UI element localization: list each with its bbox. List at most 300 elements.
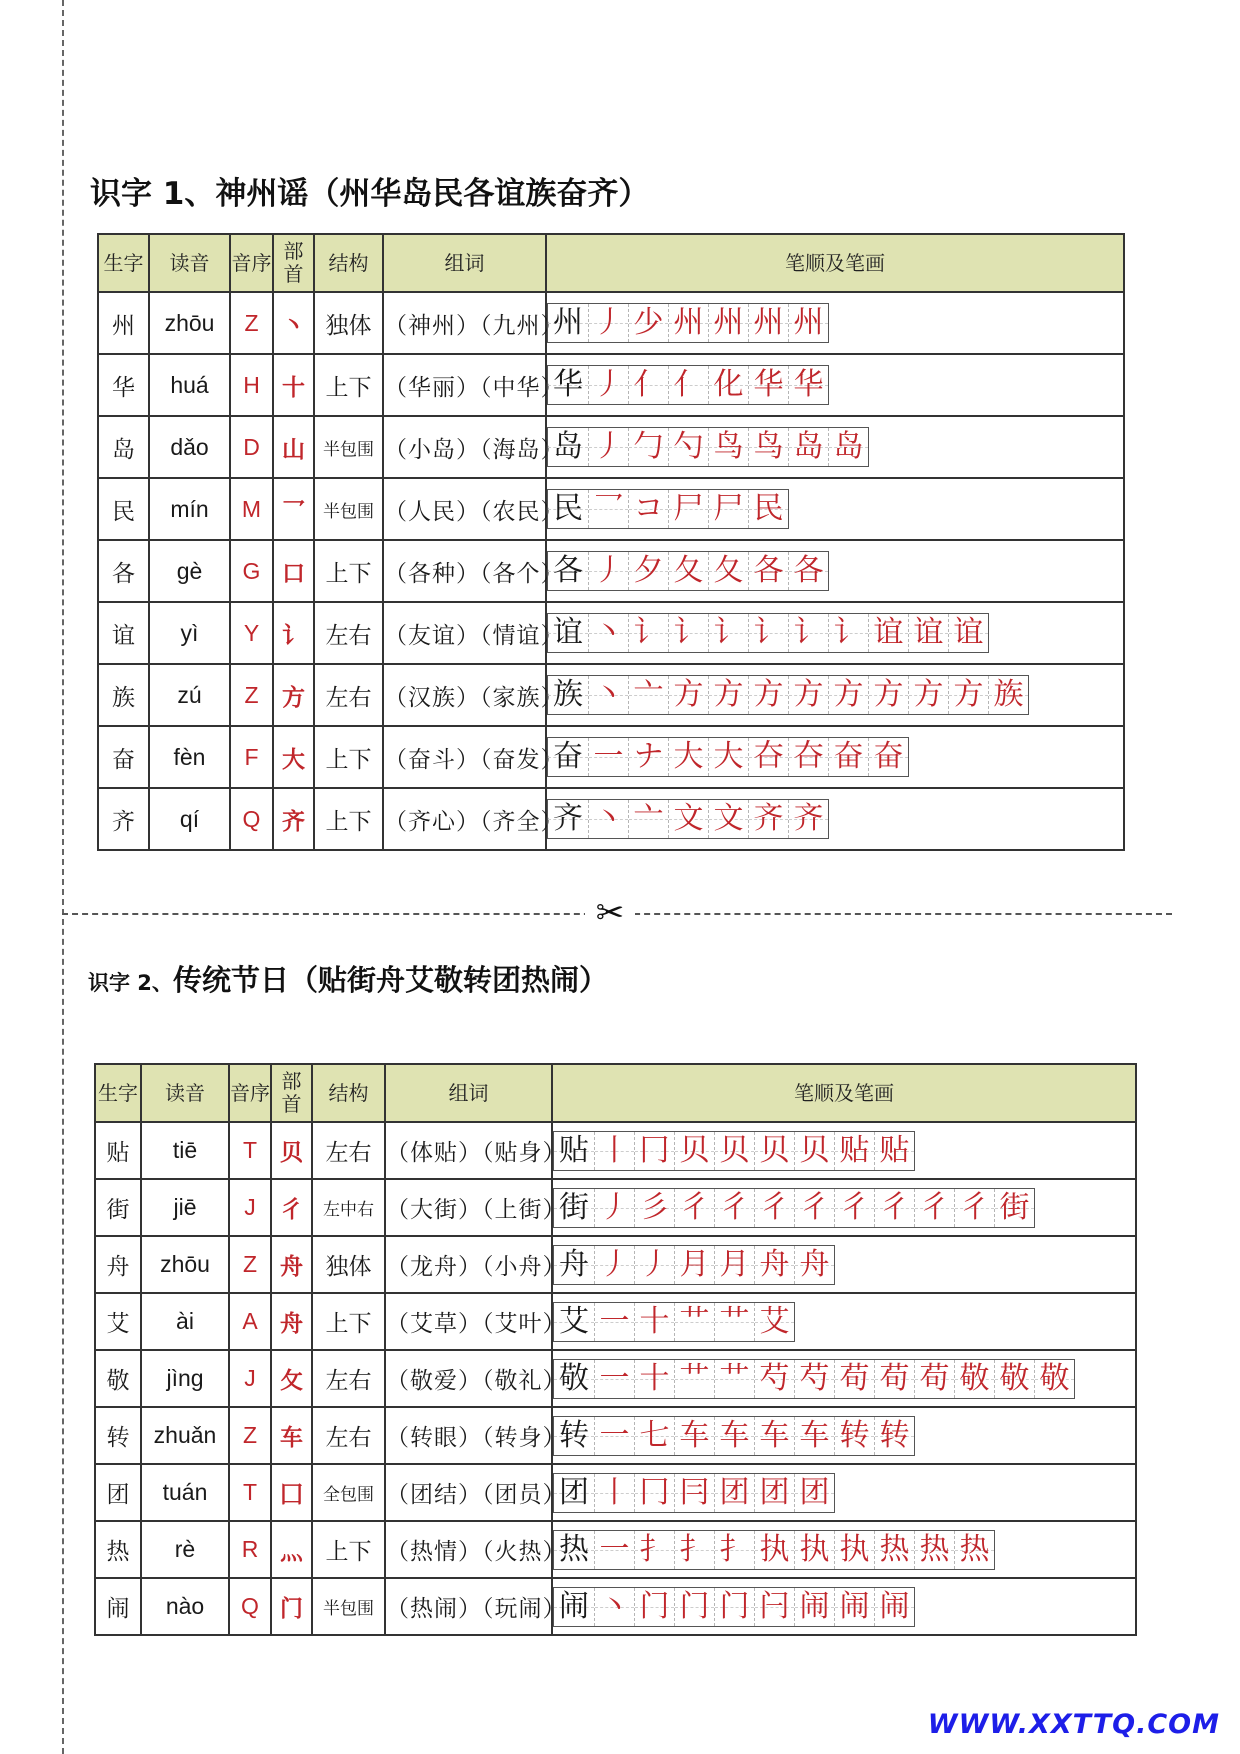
stroke-step: 彳 (674, 1189, 714, 1227)
stroke-step: 执 (834, 1531, 874, 1569)
stroke-order-cell (546, 540, 1124, 602)
scissors-icon: ✂ (585, 893, 635, 933)
stroke-step: 苟 (834, 1360, 874, 1398)
table-row (98, 292, 1124, 354)
letter-cell: Q (230, 788, 273, 850)
stroke-step: 方 (868, 676, 908, 714)
stroke-step: 丿 (588, 304, 628, 342)
stroke-grid (553, 1245, 835, 1285)
literacy-table-1 (97, 233, 1125, 851)
table-row (98, 478, 1124, 540)
char-cell: 艾 (95, 1293, 141, 1350)
letter-cell: Z (229, 1236, 271, 1293)
table-row (98, 354, 1124, 416)
stroke-step: 团 (714, 1474, 754, 1512)
pinyin-cell: zhōu (141, 1236, 229, 1293)
stroke-step: 齐 (788, 800, 828, 838)
stroke-step: 文 (668, 800, 708, 838)
stroke-step: 方 (788, 676, 828, 714)
stroke-step: 谊 (548, 614, 588, 652)
stroke-order-cell (546, 664, 1124, 726)
words-cell: （团结）（团员） (385, 1464, 552, 1521)
stroke-step: 十 (634, 1303, 674, 1341)
structure-cell: 上下 (314, 788, 383, 850)
structure-cell: 上下 (314, 540, 383, 602)
stroke-step: 团 (794, 1474, 834, 1512)
stroke-step: 彳 (754, 1189, 794, 1227)
stroke-grid (547, 737, 909, 777)
header-radical: 部首 (273, 234, 314, 292)
table-row (95, 1350, 1136, 1407)
words-cell: （热情）（火热） (385, 1521, 552, 1578)
stroke-grid (553, 1587, 915, 1627)
char-cell: 奋 (98, 726, 149, 788)
stroke-step: 州 (708, 304, 748, 342)
header-pinyin: 读音 (149, 234, 230, 292)
header-pinyin: 读音 (141, 1064, 229, 1122)
table-row (95, 1521, 1136, 1578)
stroke-step: 讠 (748, 614, 788, 652)
stroke-step: 门 (634, 1588, 674, 1626)
char-cell: 华 (98, 354, 149, 416)
stroke-step: 族 (988, 676, 1028, 714)
letter-cell: H (230, 354, 273, 416)
pinyin-cell: rè (141, 1521, 229, 1578)
radical-cell: 齐 (273, 788, 314, 850)
stroke-step: 闹 (554, 1588, 594, 1626)
table-header-row (95, 1064, 1136, 1122)
stroke-step: 各 (788, 552, 828, 590)
stroke-step: 敬 (994, 1360, 1034, 1398)
letter-cell: T (229, 1464, 271, 1521)
left-dashed-margin (62, 0, 64, 1754)
char-cell: 齐 (98, 788, 149, 850)
stroke-order-cell (546, 478, 1124, 540)
words-cell: （各种）（各个） (383, 540, 546, 602)
stroke-step: 州 (668, 304, 708, 342)
pinyin-cell: yì (149, 602, 230, 664)
stroke-step: 冂 (634, 1132, 674, 1170)
stroke-step: 丿 (594, 1246, 634, 1284)
table-header-row (98, 234, 1124, 292)
stroke-order-cell (552, 1293, 1136, 1350)
letter-cell: Y (230, 602, 273, 664)
stroke-order-cell (546, 726, 1124, 788)
pinyin-cell: jiē (141, 1179, 229, 1236)
stroke-step: 敬 (1034, 1360, 1074, 1398)
radical-cell: 十 (273, 354, 314, 416)
letter-cell: J (229, 1350, 271, 1407)
words-cell: （华丽）（中华） (383, 354, 546, 416)
stroke-step: 闹 (874, 1588, 914, 1626)
words-cell: （敬爱）（敬礼） (385, 1350, 552, 1407)
section-2-prefix: 识字 2、 (88, 971, 173, 995)
pinyin-cell: dǎo (149, 416, 230, 478)
radical-cell: 舟 (271, 1293, 312, 1350)
radical-cell: 山 (273, 416, 314, 478)
stroke-step: 鸟 (708, 428, 748, 466)
table-row (95, 1236, 1136, 1293)
stroke-order-cell (546, 788, 1124, 850)
stroke-step: 文 (708, 800, 748, 838)
char-cell: 热 (95, 1521, 141, 1578)
stroke-step: 尸 (668, 490, 708, 528)
letter-cell: Q (229, 1578, 271, 1635)
pinyin-cell: qí (149, 788, 230, 850)
stroke-step: 车 (794, 1417, 834, 1455)
char-cell: 团 (95, 1464, 141, 1521)
section-2-title (88, 958, 608, 999)
stroke-order-cell (552, 1578, 1136, 1635)
structure-cell: 左右 (314, 602, 383, 664)
words-cell: （齐心）（齐全） (383, 788, 546, 850)
site-watermark: WWW.XXTTQ.COM (927, 1709, 1220, 1740)
letter-cell: F (230, 726, 273, 788)
stroke-step: 丶 (588, 800, 628, 838)
stroke-order-cell (546, 292, 1124, 354)
words-cell: （艾草）（艾叶） (385, 1293, 552, 1350)
stroke-step: 车 (754, 1417, 794, 1455)
letter-cell: J (229, 1179, 271, 1236)
stroke-order-cell (552, 1236, 1136, 1293)
header-letter: 音序 (230, 234, 273, 292)
stroke-grid (547, 427, 869, 467)
stroke-step: 丿 (634, 1246, 674, 1284)
stroke-step: 月 (674, 1246, 714, 1284)
stroke-step: 热 (954, 1531, 994, 1569)
stroke-step: 奋 (548, 738, 588, 776)
table-row (98, 664, 1124, 726)
section-2-title-text: 传统节日（贴街舟艾敬转团热闹） (172, 963, 608, 997)
stroke-step: 夂 (668, 552, 708, 590)
table-row (98, 788, 1124, 850)
stroke-step: 彳 (834, 1189, 874, 1227)
structure-cell: 左右 (314, 664, 383, 726)
header-letter: 音序 (229, 1064, 271, 1122)
stroke-step: 舟 (554, 1246, 594, 1284)
structure-cell: 独体 (314, 292, 383, 354)
header-words: 组词 (385, 1064, 552, 1122)
stroke-step: 乛 (588, 490, 628, 528)
stroke-order-cell (552, 1350, 1136, 1407)
stroke-order-cell (552, 1179, 1136, 1236)
stroke-step: 贝 (714, 1132, 754, 1170)
stroke-step: 齐 (748, 800, 788, 838)
stroke-step: 华 (548, 366, 588, 404)
stroke-order-cell (546, 416, 1124, 478)
char-cell: 民 (98, 478, 149, 540)
header-structure: 结构 (314, 234, 383, 292)
stroke-order-cell (546, 354, 1124, 416)
stroke-step: 勺 (668, 428, 708, 466)
stroke-step: 舟 (794, 1246, 834, 1284)
words-cell: （人民）（农民） (383, 478, 546, 540)
stroke-step: 贝 (794, 1132, 834, 1170)
radical-cell: 灬 (271, 1521, 312, 1578)
stroke-grid (553, 1530, 995, 1570)
stroke-step: 奋 (828, 738, 868, 776)
pinyin-cell: zhōu (149, 292, 230, 354)
stroke-step: 丨 (594, 1474, 634, 1512)
stroke-step: コ (628, 490, 668, 528)
stroke-step: 贴 (874, 1132, 914, 1170)
stroke-step: 苟 (914, 1360, 954, 1398)
table-row (98, 602, 1124, 664)
stroke-step: 闹 (834, 1588, 874, 1626)
stroke-step: 艹 (674, 1303, 714, 1341)
pinyin-cell: gè (149, 540, 230, 602)
stroke-step: 七 (634, 1417, 674, 1455)
stroke-step: 岛 (788, 428, 828, 466)
header-char: 生字 (95, 1064, 141, 1122)
stroke-step: 彳 (714, 1189, 754, 1227)
stroke-step: 扌 (634, 1531, 674, 1569)
char-cell: 族 (98, 664, 149, 726)
letter-cell: A (229, 1293, 271, 1350)
stroke-step: 门 (714, 1588, 754, 1626)
letter-cell: D (230, 416, 273, 478)
stroke-step: 一 (594, 1531, 634, 1569)
stroke-step: 勹 (628, 428, 668, 466)
pinyin-cell: jìng (141, 1350, 229, 1407)
stroke-step: 热 (874, 1531, 914, 1569)
pinyin-cell: ài (141, 1293, 229, 1350)
stroke-step: 丶 (588, 676, 628, 714)
table-row (95, 1407, 1136, 1464)
stroke-order-cell (552, 1407, 1136, 1464)
header-structure: 结构 (312, 1064, 385, 1122)
stroke-step: 舟 (754, 1246, 794, 1284)
stroke-step: 冂 (634, 1474, 674, 1512)
words-cell: （友谊）（情谊） (383, 602, 546, 664)
structure-cell: 上下 (314, 354, 383, 416)
stroke-grid (547, 365, 829, 405)
char-cell: 街 (95, 1179, 141, 1236)
stroke-step: 丶 (588, 614, 628, 652)
radical-cell: 乛 (273, 478, 314, 540)
stroke-step: 艾 (554, 1303, 594, 1341)
stroke-step: 贴 (554, 1132, 594, 1170)
pinyin-cell: huá (149, 354, 230, 416)
stroke-step: 亻 (628, 366, 668, 404)
stroke-step: 艹 (714, 1360, 754, 1398)
header-char: 生字 (98, 234, 149, 292)
stroke-step: 热 (914, 1531, 954, 1569)
stroke-step: 贝 (674, 1132, 714, 1170)
stroke-step: 艹 (714, 1303, 754, 1341)
stroke-step: 敬 (554, 1360, 594, 1398)
structure-cell: 左右 (312, 1407, 385, 1464)
header-stroke-order: 笔顺及笔画 (546, 234, 1124, 292)
stroke-step: 夻 (748, 738, 788, 776)
stroke-step: 夂 (708, 552, 748, 590)
structure-cell: 左右 (312, 1122, 385, 1179)
stroke-step: 转 (874, 1417, 914, 1455)
char-cell: 谊 (98, 602, 149, 664)
stroke-step: 岛 (548, 428, 588, 466)
table-row (98, 540, 1124, 602)
letter-cell: T (229, 1122, 271, 1179)
char-cell: 州 (98, 292, 149, 354)
char-cell: 各 (98, 540, 149, 602)
stroke-step: 执 (794, 1531, 834, 1569)
stroke-step: 丿 (594, 1189, 634, 1227)
pinyin-cell: fèn (149, 726, 230, 788)
stroke-step: 彳 (874, 1189, 914, 1227)
pinyin-cell: nào (141, 1578, 229, 1635)
words-cell: （大街）（上街） (385, 1179, 552, 1236)
words-cell: （神州）（九州） (383, 292, 546, 354)
words-cell: （汉族）（家族） (383, 664, 546, 726)
stroke-step: 讠 (708, 614, 748, 652)
stroke-step: 苟 (874, 1360, 914, 1398)
table-row (95, 1578, 1136, 1635)
stroke-step: 夻 (788, 738, 828, 776)
words-cell: （热闹）（玩闹） (385, 1578, 552, 1635)
stroke-step: 讠 (668, 614, 708, 652)
stroke-step: 亻 (668, 366, 708, 404)
stroke-step: 民 (548, 490, 588, 528)
stroke-step: 大 (708, 738, 748, 776)
stroke-grid (547, 675, 1029, 715)
stroke-step: 一 (594, 1303, 634, 1341)
structure-cell: 左右 (312, 1350, 385, 1407)
stroke-step: 丿 (588, 366, 628, 404)
structure-cell: 左中右 (312, 1179, 385, 1236)
radical-cell: 方 (273, 664, 314, 726)
stroke-step: 方 (948, 676, 988, 714)
stroke-step: 街 (554, 1189, 594, 1227)
stroke-step: 华 (788, 366, 828, 404)
letter-cell: Z (230, 292, 273, 354)
char-cell: 贴 (95, 1122, 141, 1179)
stroke-step: 月 (714, 1246, 754, 1284)
stroke-order-cell (552, 1122, 1136, 1179)
literacy-table-2 (94, 1063, 1137, 1636)
stroke-step: 彳 (794, 1189, 834, 1227)
stroke-grid (547, 303, 829, 343)
header-stroke-order: 笔顺及笔画 (552, 1064, 1136, 1122)
structure-cell: 半包围 (314, 478, 383, 540)
stroke-step: ナ (628, 738, 668, 776)
stroke-step: 彡 (634, 1189, 674, 1227)
stroke-step: 族 (548, 676, 588, 714)
structure-cell: 全包围 (312, 1464, 385, 1521)
stroke-step: 方 (828, 676, 868, 714)
stroke-step: 州 (748, 304, 788, 342)
stroke-step: 执 (754, 1531, 794, 1569)
table-row (98, 726, 1124, 788)
stroke-order-cell (546, 602, 1124, 664)
structure-cell: 上下 (312, 1521, 385, 1578)
stroke-step: 转 (834, 1417, 874, 1455)
stroke-step: 扌 (714, 1531, 754, 1569)
stroke-step: 贝 (754, 1132, 794, 1170)
table-row (95, 1464, 1136, 1521)
stroke-step: 贴 (834, 1132, 874, 1170)
stroke-grid (553, 1416, 915, 1456)
stroke-step: 团 (554, 1474, 594, 1512)
stroke-step: 各 (548, 552, 588, 590)
stroke-step: 方 (908, 676, 948, 714)
stroke-order-cell (552, 1521, 1136, 1578)
structure-cell: 半包围 (312, 1578, 385, 1635)
stroke-step: 化 (708, 366, 748, 404)
stroke-grid (547, 613, 989, 653)
stroke-step: 冃 (674, 1474, 714, 1512)
radical-cell: 车 (271, 1407, 312, 1464)
structure-cell: 独体 (312, 1236, 385, 1293)
stroke-step: 彳 (954, 1189, 994, 1227)
letter-cell: G (230, 540, 273, 602)
stroke-step: 芍 (794, 1360, 834, 1398)
stroke-step: 热 (554, 1531, 594, 1569)
stroke-step: 谊 (948, 614, 988, 652)
stroke-step: 一 (594, 1360, 634, 1398)
stroke-step: 敬 (954, 1360, 994, 1398)
char-cell: 闹 (95, 1578, 141, 1635)
stroke-step: 十 (634, 1360, 674, 1398)
stroke-step: 丶 (594, 1588, 634, 1626)
stroke-grid (553, 1302, 795, 1342)
table-row (95, 1122, 1136, 1179)
stroke-step: 街 (994, 1189, 1034, 1227)
stroke-order-cell (552, 1464, 1136, 1521)
stroke-step: 车 (674, 1417, 714, 1455)
char-cell: 舟 (95, 1236, 141, 1293)
words-cell: （小岛）（海岛） (383, 416, 546, 478)
stroke-step: 谊 (868, 614, 908, 652)
pinyin-cell: zhuǎn (141, 1407, 229, 1464)
stroke-step: 丨 (594, 1132, 634, 1170)
stroke-grid (547, 551, 829, 591)
table-row (98, 416, 1124, 478)
pinyin-cell: tuán (141, 1464, 229, 1521)
stroke-step: 华 (748, 366, 788, 404)
section-1-title: 识字 1、神州谣（州华岛民各谊族奋齐） (90, 176, 650, 212)
stroke-step: 门 (674, 1588, 714, 1626)
stroke-step: 州 (548, 304, 588, 342)
stroke-step: 民 (748, 490, 788, 528)
stroke-step: 亠 (628, 676, 668, 714)
stroke-step: 州 (788, 304, 828, 342)
header-radical: 部首 (271, 1064, 312, 1122)
char-cell: 转 (95, 1407, 141, 1464)
radical-cell: 贝 (271, 1122, 312, 1179)
letter-cell: Z (230, 664, 273, 726)
stroke-step: 尸 (708, 490, 748, 528)
stroke-step: 方 (748, 676, 788, 714)
words-cell: （体贴）（贴身） (385, 1122, 552, 1179)
stroke-grid (553, 1359, 1075, 1399)
stroke-step: 一 (588, 738, 628, 776)
stroke-step: 转 (554, 1417, 594, 1455)
stroke-step: 闩 (754, 1588, 794, 1626)
stroke-step: 亠 (628, 800, 668, 838)
words-cell: （龙舟）（小舟） (385, 1236, 552, 1293)
stroke-grid (547, 799, 829, 839)
stroke-step: 大 (668, 738, 708, 776)
pinyin-cell: mín (149, 478, 230, 540)
stroke-step: 彳 (914, 1189, 954, 1227)
stroke-step: 少 (628, 304, 668, 342)
stroke-step: 闹 (794, 1588, 834, 1626)
stroke-step: 芍 (754, 1360, 794, 1398)
stroke-step: 夕 (628, 552, 668, 590)
stroke-step: 丿 (588, 428, 628, 466)
stroke-step: 扌 (674, 1531, 714, 1569)
letter-cell: Z (229, 1407, 271, 1464)
